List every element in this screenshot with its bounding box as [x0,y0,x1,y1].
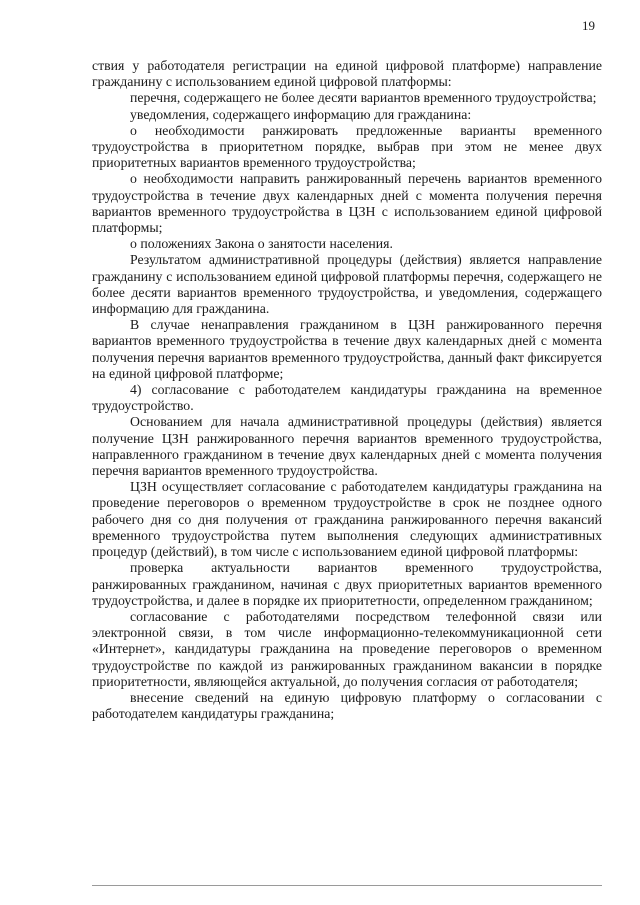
paragraph-list-item: уведомления, содержащего информацию для гражданина: [130,106,472,122]
paragraph-list-item: внесение сведений на единую цифровую платформу о согласовании с работодателем кандидатуры гражданина; [92,689,602,722]
paragraph-list-item: проверка актуальности вариантов временного трудоустройства, ранжированных гражданином, начиная с двух приоритетных вариантов временного трудоустройства, и далее в порядке их приоритетности, определенном гражданином; [92,560,602,608]
bottom-rule [92,885,602,886]
paragraph-result: Результатом административной процедуры (действия) является направление гражданину с использованием единой цифровой платформы перечня, содержащего не более десяти вариантов временного трудоустройства, и уведомления, содержащего информацию для гражданина. [92,252,602,317]
paragraph-continuation: ствия у работодателя регистрации на единой цифровой платформе) направление гражданину с использованием единой цифровой платформы: [92,58,602,90]
paragraph-sub-item: о необходимости направить ранжированный перечень вариантов временного трудоустройства в течение двух календарных дней с момента получения перечня вариантов временного трудоустройства в ЦЗН с использованием единой цифровой платформы; [92,171,602,236]
paragraph: ЦЗН осуществляет согласование с работодателем кандидатуры гражданина на проведение переговоров о временном трудоустройстве в срок не позднее одного рабочего дня со дня получения от гражданина ранжированного перечня вакансий временного трудоустройства путем выполнения следующих административных процедур (действий), в том числе с использованием единой цифровой платформы: [92,479,602,560]
paragraph: В случае ненаправления гражданином в ЦЗН ранжированного перечня вариантов временного трудоустройства в течение двух календарных дней с момента получения перечня вариантов временного трудоустройства, данный факт фиксируется на единой цифровой платформе; [92,317,602,381]
paragraph-list-item: согласование с работодателями посредством телефонной связи или электронной связи, в том числе информационно-телекоммуникационной сети «Интернет», кандидатуры гражданина на проведение переговоров о временном трудоустройстве по каждой из ранжированных гражданином вакансии в порядке приоритетности, являющейся актуальной, до получения согласия от работодателя; [92,608,602,689]
paragraph-section-heading: 4) согласование с работодателем кандидатуры гражданина на временное трудоустройство. [92,382,602,414]
paragraph: Основанием для начала административной процедуры (действия) является получение ЦЗН ранжированного перечня вариантов временного трудоустройства, направленного гражданином в течение двух календарных дней с момента получения перечня вариантов временного трудоустройства. [92,414,602,479]
document-body [92,58,602,722]
paragraph-list-item: перечня, содержащего не более десяти вариантов временного трудоустройства; [130,90,597,106]
paragraph-sub-item: о положениях Закона о занятости населения. [130,236,393,252]
paragraph-sub-item: о необходимости ранжировать предложенные варианты временного трудоустройства в приоритетном порядке, выбрав при этом не менее двух приоритетных вариантов временного трудоустройства; [92,122,602,171]
page-number: 19 [582,18,595,33]
